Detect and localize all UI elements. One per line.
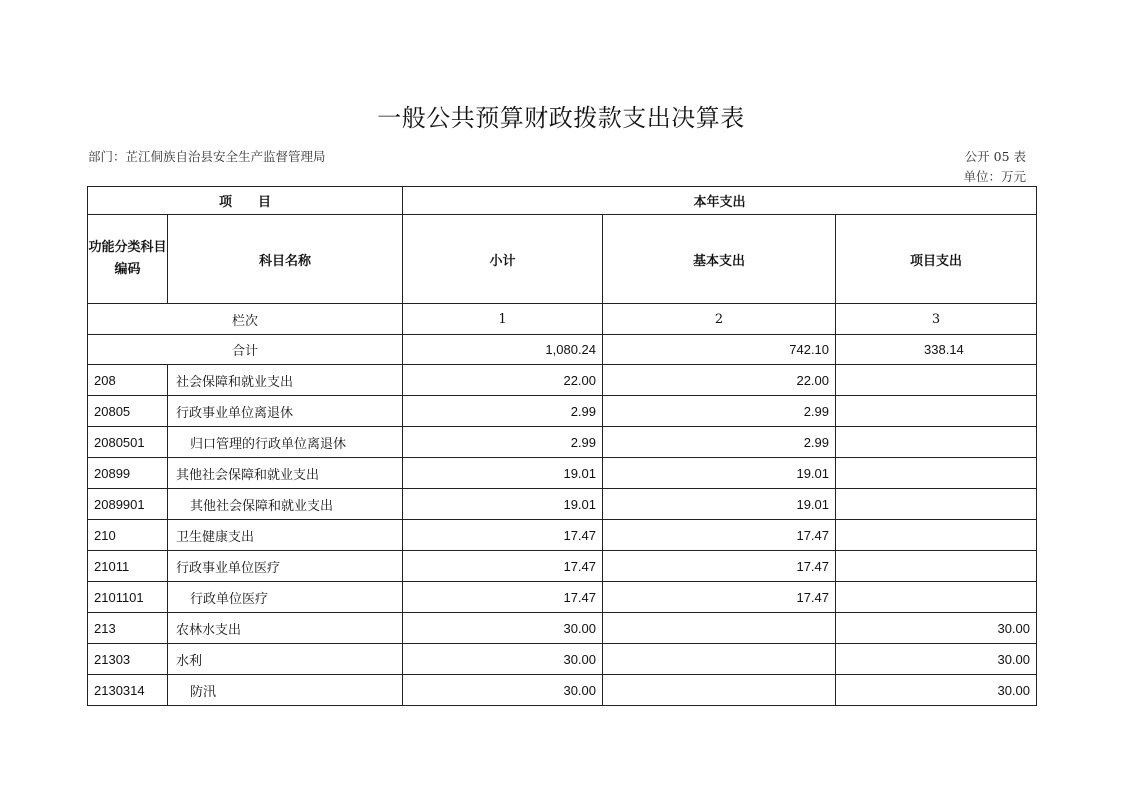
header-subtotal: 小计 — [403, 215, 603, 304]
header-basic: 基本支出 — [603, 215, 836, 304]
row-subtotal: 30.00 — [403, 675, 603, 706]
header-row-top — [88, 187, 1037, 215]
row-basic: 19.01 — [603, 458, 836, 489]
row-name: 农林水支出 — [168, 613, 403, 644]
row-basic: 17.47 — [603, 520, 836, 551]
row-subtotal: 30.00 — [403, 613, 603, 644]
total-row — [88, 335, 1037, 365]
row-project — [836, 489, 1037, 520]
row-basic — [603, 644, 836, 675]
total-subtotal: 1,080.24 — [403, 335, 603, 365]
row-code: 2080501 — [88, 427, 168, 458]
table-row — [88, 427, 1037, 458]
row-project — [836, 458, 1037, 489]
row-name: 卫生健康支出 — [168, 520, 403, 551]
table-row — [88, 675, 1037, 706]
column-number-row — [88, 304, 1037, 335]
row-project — [836, 582, 1037, 613]
header-project: 项目支出 — [836, 215, 1037, 304]
row-name: 其他社会保障和就业支出 — [168, 458, 403, 489]
row-basic: 17.47 — [603, 551, 836, 582]
column-number-1: 1 — [403, 304, 603, 335]
table-row — [88, 644, 1037, 675]
total-project: 338.14 — [836, 335, 1037, 365]
column-number-2: 2 — [603, 304, 836, 335]
row-code: 21303 — [88, 644, 168, 675]
header-name: 科目名称 — [168, 215, 403, 304]
row-name: 其他社会保障和就业支出 — [168, 489, 403, 520]
row-project: 30.00 — [836, 644, 1037, 675]
row-name: 归口管理的行政单位离退休 — [168, 427, 403, 458]
row-project — [836, 365, 1037, 396]
row-code: 2101101 — [88, 582, 168, 613]
header-code: 功能分类科目编码 — [88, 215, 168, 304]
row-project: 30.00 — [836, 675, 1037, 706]
table-row — [88, 582, 1037, 613]
table-row — [88, 489, 1037, 520]
page-title: 一般公共预算财政拨款支出决算表 — [377, 104, 745, 132]
row-basic: 19.01 — [603, 489, 836, 520]
total-basic: 742.10 — [603, 335, 836, 365]
row-code: 20899 — [88, 458, 168, 489]
row-subtotal: 17.47 — [403, 520, 603, 551]
row-subtotal: 19.01 — [403, 458, 603, 489]
row-code: 2130314 — [88, 675, 168, 706]
row-name: 水利 — [168, 644, 403, 675]
row-project: 30.00 — [836, 613, 1037, 644]
row-code: 20805 — [88, 396, 168, 427]
table-row — [88, 613, 1037, 644]
row-subtotal: 30.00 — [403, 644, 603, 675]
row-basic: 17.47 — [603, 582, 836, 613]
unit-label: 单位：万元 — [963, 169, 1026, 184]
row-code: 208 — [88, 365, 168, 396]
row-basic — [603, 675, 836, 706]
expenditure-table — [87, 186, 1037, 706]
row-name: 行政事业单位医疗 — [168, 551, 403, 582]
form-number: 公开 05 表 — [964, 149, 1026, 164]
column-number-3: 3 — [836, 304, 1037, 335]
row-subtotal: 2.99 — [403, 427, 603, 458]
row-code: 210 — [88, 520, 168, 551]
row-basic — [603, 613, 836, 644]
row-project — [836, 551, 1037, 582]
row-basic: 2.99 — [603, 396, 836, 427]
table-row — [88, 365, 1037, 396]
row-project — [836, 520, 1037, 551]
table-row — [88, 551, 1037, 582]
row-subtotal: 22.00 — [403, 365, 603, 396]
header-row-columns — [88, 215, 1037, 304]
row-name: 行政单位医疗 — [168, 582, 403, 613]
column-label: 栏次 — [88, 304, 403, 335]
row-basic: 2.99 — [603, 427, 836, 458]
row-basic: 22.00 — [603, 365, 836, 396]
row-name: 社会保障和就业支出 — [168, 365, 403, 396]
header-item: 项 目 — [88, 187, 403, 215]
table-row — [88, 520, 1037, 551]
row-name: 防汛 — [168, 675, 403, 706]
header-this-year: 本年支出 — [403, 187, 1037, 215]
row-subtotal: 2.99 — [403, 396, 603, 427]
table-row — [88, 396, 1037, 427]
row-code: 21011 — [88, 551, 168, 582]
department-label: 部门：芷江侗族自治县安全生产监督管理局 — [88, 149, 326, 164]
row-subtotal: 19.01 — [403, 489, 603, 520]
row-name: 行政事业单位离退休 — [168, 396, 403, 427]
row-subtotal: 17.47 — [403, 582, 603, 613]
total-label: 合计 — [88, 335, 403, 365]
row-code: 2089901 — [88, 489, 168, 520]
row-code: 213 — [88, 613, 168, 644]
row-project — [836, 396, 1037, 427]
row-subtotal: 17.47 — [403, 551, 603, 582]
row-project — [836, 427, 1037, 458]
table-row — [88, 458, 1037, 489]
